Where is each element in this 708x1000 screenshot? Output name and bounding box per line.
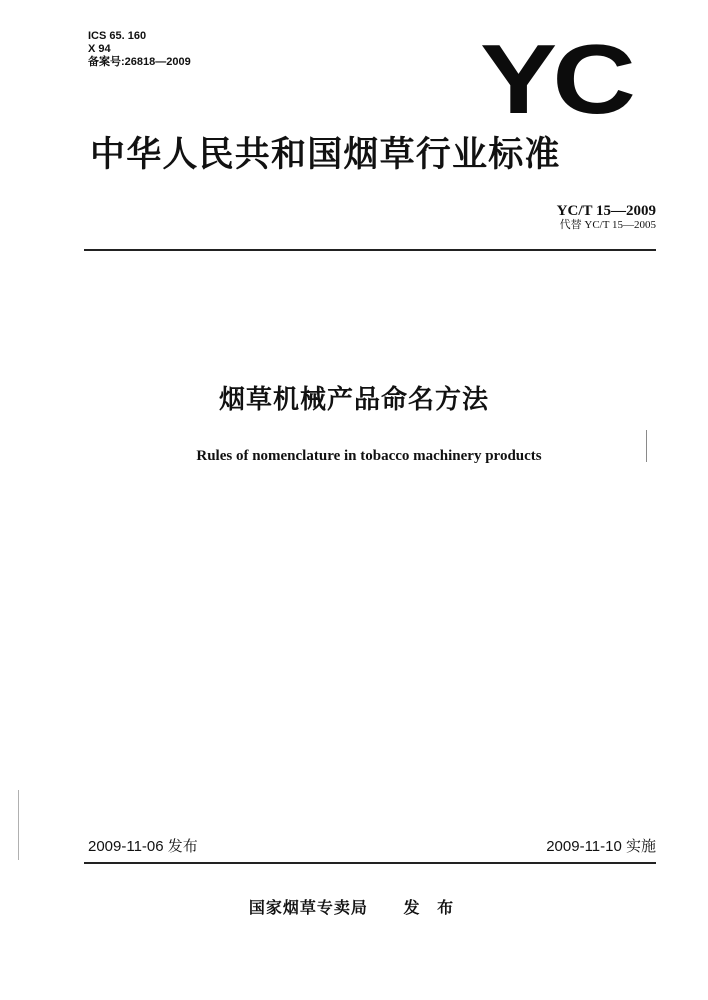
replaces-standard: 代替 YC/T 15—2005 xyxy=(559,219,656,231)
issuer-line xyxy=(0,898,708,918)
issuer-name: 国家烟草专卖局 xyxy=(248,898,368,917)
record-number: 备案号:26818—2009 xyxy=(88,56,191,68)
implementation-date: 2009-11-10 实施 xyxy=(546,838,656,855)
ics-code: ICS 65. 160 xyxy=(88,30,147,42)
scan-artifact-mark xyxy=(18,790,19,860)
document-title-chinese: 烟草机械产品命名方法 xyxy=(218,385,489,415)
standard-category-title: 中华人民共和国烟草行业标准 xyxy=(90,135,561,175)
issue-date: 2009-11-06 发布 xyxy=(88,838,198,855)
issue-verb: 发 布 xyxy=(403,898,460,917)
top-divider xyxy=(84,249,656,251)
bottom-divider xyxy=(84,862,656,864)
yc-logo: YC xyxy=(480,24,632,134)
document-title-english: Rules of nomenclature in tobacco machinery products xyxy=(196,448,542,464)
classification-code: X 94 xyxy=(88,43,111,55)
standard-number: YC/T 15—2009 xyxy=(556,203,656,219)
scan-artifact-mark xyxy=(646,430,647,462)
